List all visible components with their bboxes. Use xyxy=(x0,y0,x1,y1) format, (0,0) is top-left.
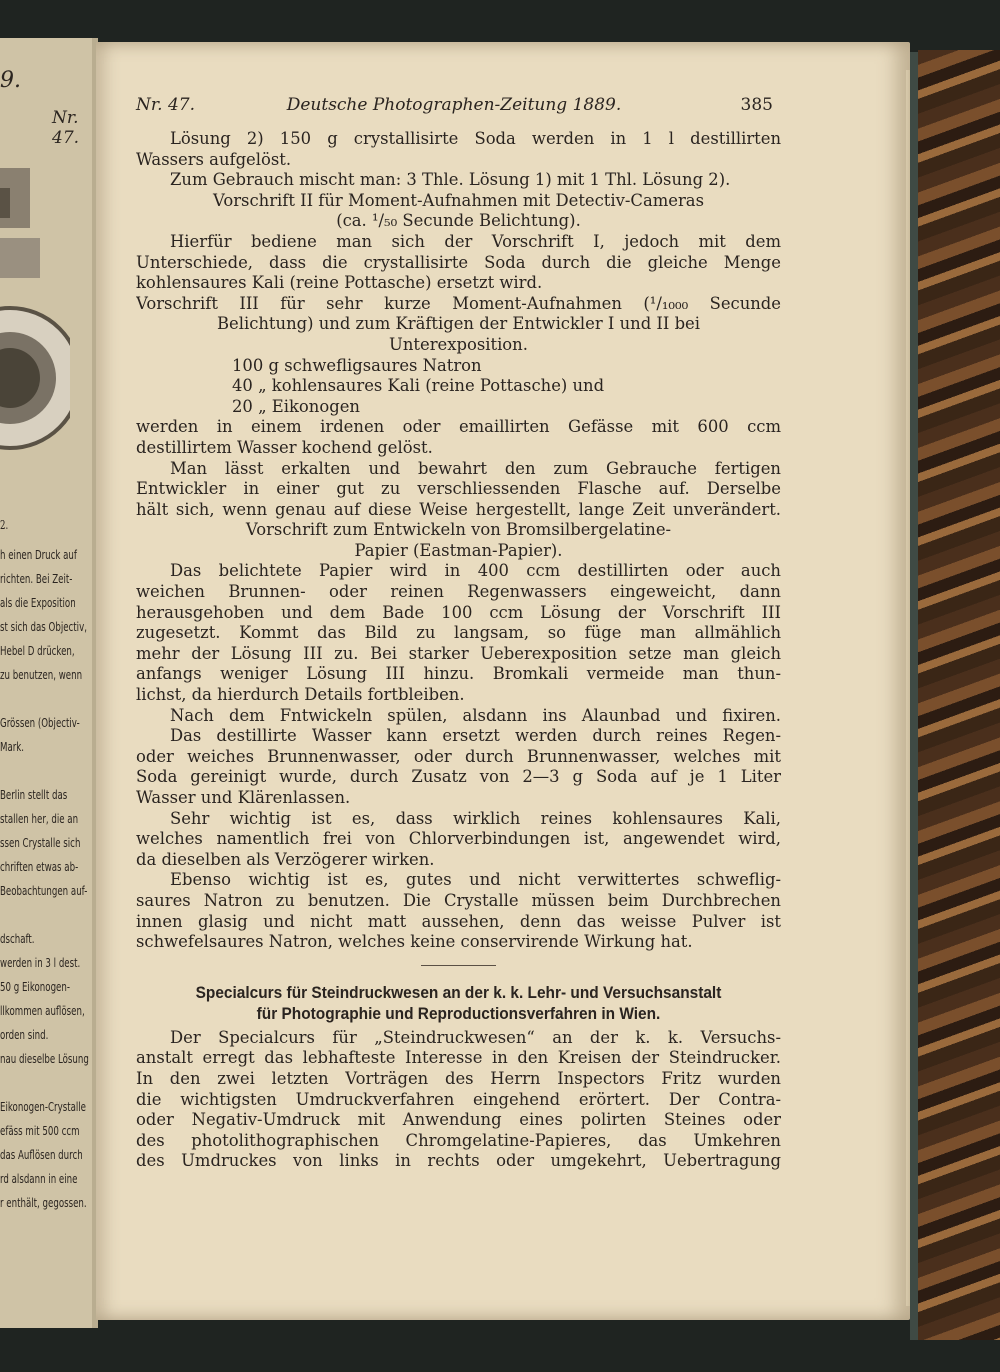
section-text-line: Der Specialcurs für „Steindruckwesen“ an der k. k. Versuchs- xyxy=(170,1027,781,1047)
section-text xyxy=(136,1028,781,1172)
section-divider xyxy=(421,965,496,966)
page-text xyxy=(136,95,781,1172)
text-line: Ebenso wichtig ist es, gutes und nicht verwittertes schweflig- xyxy=(170,870,781,890)
body-text xyxy=(136,129,781,953)
left-text-fragment: Hebel D drücken, xyxy=(0,644,75,658)
text-line: weichen Brunnen- oder reinen Regenwassers eingeweicht, dann xyxy=(136,582,781,602)
text-line: Vorschrift zum Entwickeln von Bromsilbergelatine- xyxy=(245,520,672,540)
text-line: 20 „ Eikonogen xyxy=(232,396,360,416)
left-text-fragment: ssen Crystalle sich xyxy=(0,836,81,850)
journal-title: Deutsche Photographen-Zeitung 1889. xyxy=(286,95,622,115)
text-line: Sehr wichtig ist es, dass wirklich reines kohlensaures Kali, xyxy=(170,808,781,828)
text-line: Vorschrift II für Moment-Aufnahmen mit Detectiv-Cameras xyxy=(213,190,704,210)
left-text-fragment: Eikonogen-Crystalle xyxy=(0,1100,86,1114)
left-text-fragment: das Auflösen durch xyxy=(0,1148,83,1162)
text-line: anfangs weniger Lösung III hinzu. Bromkali vermeide man thun- xyxy=(136,664,781,684)
section-text-line: des Umdruckes von links in rechts oder umgekehrt, Uebertragung xyxy=(136,1151,781,1171)
text-line: 40 „ kohlensaures Kali (reine Pottasche) und xyxy=(232,376,605,396)
left-text-fragment: st sich das Objectiv, xyxy=(0,620,87,634)
left-text-fragment: zu benutzen, wenn xyxy=(0,668,83,682)
text-line: Das belichtete Papier wird in 400 ccm destillirten oder auch xyxy=(170,561,781,581)
left-page-number: 9. xyxy=(0,68,21,93)
left-text-fragment: orden sind. xyxy=(0,1028,49,1042)
text-line: saures Natron zu benutzen. Die Crystalle müssen beim Durchbrechen xyxy=(136,890,781,910)
text-line: werden in einem irdenen oder emaillirten Gefässe mit 600 ccm xyxy=(136,417,781,437)
text-line: Wassers aufgelöst. xyxy=(136,149,292,169)
text-line: Nach dem Fntwickeln spülen, alsdann ins Alaunbad und fixiren. xyxy=(170,705,781,725)
left-text-fragment: nau dieselbe Lösung xyxy=(0,1052,89,1066)
section-text-line: oder Negativ-Umdruck mit Anwendung eines polirten Steines oder xyxy=(136,1110,781,1130)
left-text-fragment: stallen her, die an xyxy=(0,812,79,826)
text-line: Das destillirte Wasser kann ersetzt werden durch reines Regen- xyxy=(170,726,781,746)
text-line: Soda gereinigt wurde, durch Zusatz von 2—3 g Soda auf je 1 Liter xyxy=(136,767,781,787)
text-line: 100 g schwefligsaures Natron xyxy=(232,355,482,375)
section-text-line: des photolithographischen Chromgelatine-Papieres, das Umkehren xyxy=(136,1130,781,1150)
page-number: 385 xyxy=(740,95,773,115)
text-line: oder weiches Brunnenwasser, oder durch Brunnenwasser, welches mit xyxy=(136,746,781,766)
running-header xyxy=(136,95,781,129)
text-line: Man lässt erkalten und bewahrt den zum Gebrauche fertigen xyxy=(170,458,781,478)
section-text-line: die wichtigsten Umdruckverfahren eingehend erörtert. Der Contra- xyxy=(136,1089,781,1109)
left-page-issue: Nr. 47. xyxy=(52,108,80,148)
text-line: mehr der Lösung III zu. Bei starker Ueberexposition setze man gleich xyxy=(136,643,781,663)
text-line: Unterschiede, dass die crystallisirte Soda durch die gleiche Menge xyxy=(136,252,781,272)
text-line: innen glasig und nicht matt aussehen, denn das weisse Pulver ist xyxy=(136,911,781,931)
text-line: Papier (Eastman-Papier). xyxy=(354,540,563,560)
text-line: da dieselben als Verzögerer wirken. xyxy=(136,849,435,869)
text-line: Zum Gebrauch mischt man: 3 Thle. Lösung 1) mit 1 Thl. Lösung 2). xyxy=(170,170,731,190)
section-text-line: anstalt erregt das lebhafteste Interesse in den Kreisen der Steindrucker. xyxy=(136,1048,781,1068)
section-heading-line-1: Specialcurs für Steindruckwesen an der k. k. Lehr- und Versuchsanstalt xyxy=(195,982,722,1002)
left-text-fragment: Grössen (Objectiv- xyxy=(0,716,80,730)
text-line: schwefelsaures Natron, welches keine conservirende Wirkung hat. xyxy=(136,932,693,952)
left-text-fragment: 50 g Eikonogen- xyxy=(0,980,70,994)
marbled-cover xyxy=(918,50,1000,1340)
text-line: herausgehoben und dem Bade 100 ccm Lösung der Vorschrift III xyxy=(136,602,781,622)
left-text-fragment: richten. Bei Zeit- xyxy=(0,572,73,586)
left-text-fragment: r enthält, gegossen. xyxy=(0,1196,87,1210)
text-line: Vorschrift III für sehr kurze Moment-Aufnahmen (¹/₁₀₀₀ Secunde xyxy=(136,293,781,313)
text-line: (ca. ¹/₅₀ Secunde Belichtung). xyxy=(336,211,581,231)
left-text-fragment: als die Exposition xyxy=(0,596,76,610)
left-text-fragment: Mark. xyxy=(0,740,25,754)
text-line: Entwickler in einer gut zu verschliessenden Flasche auf. Derselbe xyxy=(136,479,781,499)
left-page-fragment xyxy=(0,38,98,1328)
left-text-fragment: rd alsdann in eine xyxy=(0,1172,78,1186)
text-line: Hierfür bediene man sich der Vorschrift I, jedoch mit dem xyxy=(170,231,781,251)
left-text-fragment: Beobachtungen auf- xyxy=(0,884,88,898)
text-line: zugesetzt. Kommt das Bild zu langsam, so füge man allmählich xyxy=(136,623,781,643)
text-line: Lösung 2) 150 g crystallisirte Soda werden in 1 l destillirten xyxy=(170,129,781,148)
left-text-fragment: dschaft. xyxy=(0,932,35,946)
camera-illustration xyxy=(0,148,70,518)
text-line: Belichtung) und zum Kräftigen der Entwickler I und II bei xyxy=(216,314,701,334)
left-figure-label: 2. xyxy=(0,518,9,532)
left-text-fragment: llkommen auflösen, xyxy=(0,1004,85,1018)
text-line: hält sich, wenn genau auf diese Weise hergestellt, lange Zeit unverändert. xyxy=(136,499,781,519)
text-line: Wasser und Klärenlassen. xyxy=(136,788,351,807)
text-line: lichst, da hierdurch Details fortbleiben. xyxy=(136,685,465,705)
left-text-fragment: werden in 3 l dest. xyxy=(0,956,81,970)
text-line: destillirtem Wasser kochend gelöst. xyxy=(136,437,433,457)
left-text-fragment: Berlin stellt das xyxy=(0,788,68,802)
left-text-fragment: h einen Druck auf xyxy=(0,548,77,562)
text-line: welches namentlich frei von Chlorverbindungen ist, angewendet wird, xyxy=(136,829,781,849)
issue-number: Nr. 47. xyxy=(136,95,195,115)
text-line: kohlensaures Kali (reine Pottasche) ersetzt wird. xyxy=(136,273,543,293)
section-text-line: In den zwei letzten Vorträgen des Herrn Inspectors Fritz wurden xyxy=(136,1068,781,1088)
section-heading-line-2: für Photographie und Reproductionsverfahren in Wien. xyxy=(256,1003,661,1023)
left-text-fragment: chriften etwas ab- xyxy=(0,860,79,874)
left-text-fragment: efäss mit 500 ccm xyxy=(0,1124,80,1138)
text-line: Unterexposition. xyxy=(389,334,528,354)
